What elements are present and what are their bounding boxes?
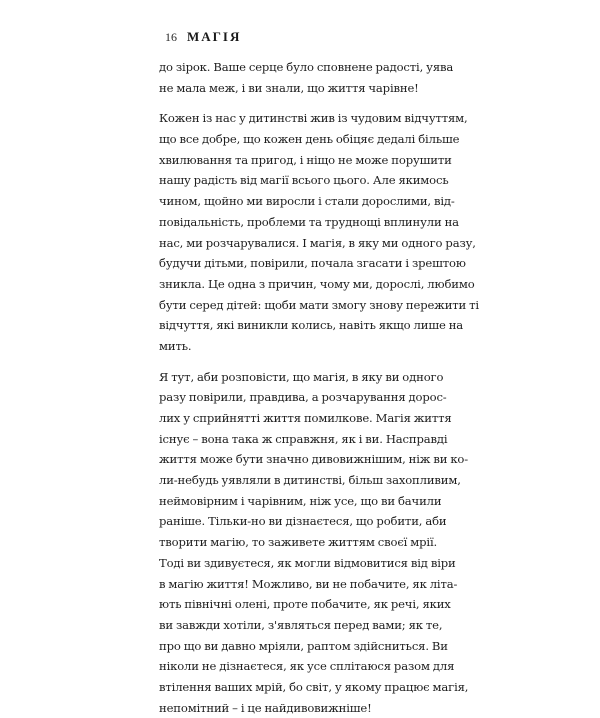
- text-line: ніколи не дізнаєтеся, як усе сплітаюся разом для: [159, 659, 455, 674]
- text-line: чином, щойно ми виросли і стали дорослими, від-: [159, 194, 455, 209]
- text-line: Кожен із нас у дитинстві жив із чудовим відчуттям,: [159, 111, 468, 126]
- text-line: бути серед дітей: щоби мати змогу знову пережити ті: [159, 297, 479, 312]
- text-line: лих у сприйнятті життя помилкове. Магія життя: [159, 411, 452, 425]
- text-line: ли-небудь уявляли в дитинстві, більш захопливим,: [159, 473, 461, 488]
- text-line: зникла. Це одна з причин, чому ми, дорослі, любимо: [159, 276, 475, 291]
- paragraph: [159, 367, 469, 718]
- text-line: не мала меж, і ви знали, що життя чарівне!: [159, 80, 419, 95]
- text-line: будучи дітьми, повірили, почала згасати і зрештою: [159, 256, 466, 271]
- text-line: непомітний – і це найдивовижніше!: [159, 700, 372, 715]
- text-line: повідальність, проблеми та труднощі вплинули на: [159, 214, 459, 229]
- text-line: Я тут, аби розповісти, що магія, в яку ви одного: [159, 369, 444, 384]
- text-line: ви завжди хотіли, з'являться перед вами; як те,: [159, 617, 443, 632]
- text-line: нашу радість від магії всього цього. Але якимось: [159, 173, 449, 188]
- text-line: життя може бути значно дивовижнішим, ніж ви ко-: [159, 452, 469, 467]
- text-line: відчуття, які виникли колись, навіть якщо лише на: [159, 318, 464, 333]
- paragraph: [159, 57, 454, 98]
- text-line: разу повірили, правдива, а розчарування дорос-: [159, 390, 447, 405]
- text-line: нас, ми розчарувалися. І магія, в яку ми одного разу,: [159, 235, 476, 250]
- chapter-title: МАГІЯ: [187, 29, 242, 44]
- text-line: неймовірним і чарівним, ніж усе, що ви бачили: [159, 493, 442, 508]
- text-line: до зірок. Ваше серце було сповнене радості, уява: [159, 60, 454, 74]
- text-line: про що ви давно мріяли, раптом здійсниться. Ви: [159, 638, 448, 653]
- body-text: [159, 57, 479, 718]
- text-line: що все добре, що кожен день обіцяє дедалі більше: [159, 132, 460, 147]
- text-line: мить.: [159, 338, 192, 353]
- text-line: ють північні олені, проте побачите, як речі, яких: [159, 597, 451, 612]
- paragraph: [159, 108, 479, 356]
- text-line: в магію життя! Можливо, ви не побачите, як літа-: [159, 576, 458, 591]
- text-line: існує – вона така ж справжня, як і ви. Насправді: [159, 431, 448, 446]
- text-line: Тоді ви здивуєтеся, як могли відмовитися від віри: [159, 555, 456, 570]
- text-line: творити магію, то заживете життям своєї мрії.: [159, 535, 438, 550]
- running-head: [165, 29, 241, 47]
- text-line: раніше. Тільки-но ви дізнаєтеся, що робити, аби: [159, 514, 447, 529]
- page-number: 16: [165, 30, 177, 44]
- text-line: втілення ваших мрій, бо світ, у якому працює магія,: [159, 679, 469, 694]
- text-line: хвилювання та пригод, і ніщо не може порушити: [159, 152, 452, 167]
